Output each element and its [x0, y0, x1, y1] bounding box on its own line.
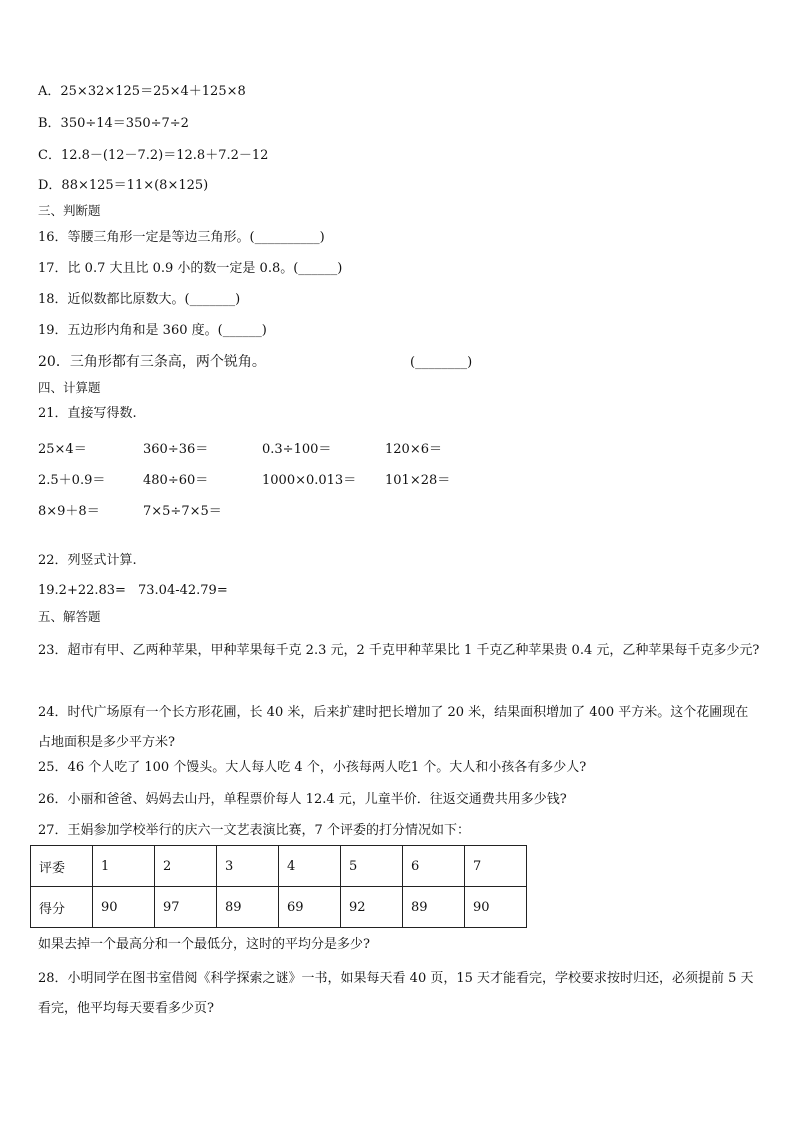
question-20: 20．三角形都有三条高，两个锐角。 — [38, 354, 266, 370]
question-19: 19．五边形内角和是 360 度。(______) — [38, 323, 267, 338]
calc-item: 0.3÷100＝ — [262, 442, 332, 457]
question-27: 27．王娟参加学校举行的庆六一文艺表演比赛，7 个评委的打分情况如下： — [38, 823, 470, 838]
question-26: 26．小丽和爸爸、妈妈去山丹，单程票价每人 12.4 元，儿童半价．往返交通费共用多少钱? — [38, 792, 567, 807]
question-16: 16．等腰三角形一定是等边三角形。(__________) — [38, 230, 325, 245]
question-17: 17．比 0.7 大且比 0.9 小的数一定是 0.8。(______) — [38, 261, 343, 276]
judge-cell: 7 — [465, 846, 527, 887]
section-5-heading: 五、解答题 — [38, 609, 101, 624]
question-28: 28．小明同学在图书室借阅《科学探索之谜》一书，如果每天看 40 页，15 天才能看完，学校要求按时归还，必须提前 5 天看完，他平均每天要看多少页? — [38, 971, 754, 1016]
score-cell: 69 — [279, 887, 341, 928]
score-cell: 89 — [403, 887, 465, 928]
question-24: 24．时代广场原有一个长方形花圃，长 40 米，后来扩建时把长增加了 20 米，结果面积增加了 400 平方米。这个花圃现在占地面积是多少平方米? — [38, 705, 749, 750]
score-cell: 92 — [341, 887, 403, 928]
question-25: 25．46 个人吃了 100 个馒头。大人每人吃 4 个，小孩每两人吃1 个。大人和小孩各有多少人? — [38, 760, 587, 775]
section-4-heading: 四、计算题 — [38, 380, 101, 395]
option-a: A．25×32×125＝25×4＋125×8 — [38, 84, 246, 99]
question-20-blank: (________) — [410, 355, 473, 370]
table-row — [31, 846, 527, 887]
section-3-heading: 三、判断题 — [38, 203, 101, 218]
calc-item: 7×5÷7×5＝ — [143, 504, 222, 519]
judge-cell: 2 — [155, 846, 217, 887]
question-18: 18．近似数都比原数大。(_______) — [38, 292, 241, 307]
calc-item: 101×28＝ — [385, 473, 451, 488]
calc-item: 360÷36＝ — [143, 442, 209, 457]
calc-item: 120×6＝ — [385, 442, 442, 457]
option-d: D．88×125＝11×(8×125) — [38, 178, 209, 193]
question-22: 22．列竖式计算. — [38, 553, 137, 568]
calc-item: 2.5＋0.9＝ — [38, 473, 106, 488]
option-c: C．12.8－(12－7.2)＝12.8＋7.2－12 — [38, 148, 269, 163]
score-cell: 90 — [93, 887, 155, 928]
judge-cell: 4 — [279, 846, 341, 887]
table-row-label: 得分 — [31, 887, 93, 928]
question-21: 21．直接写得数. — [38, 406, 137, 421]
calc-item: 25×4＝ — [38, 442, 87, 457]
calc-item: 8×9＋8＝ — [38, 504, 100, 519]
judge-cell: 5 — [341, 846, 403, 887]
judge-cell: 3 — [217, 846, 279, 887]
option-b: B．350÷14＝350÷7÷2 — [38, 116, 189, 131]
vertical-calc-item: 19.2+22.83= — [38, 583, 126, 598]
table-row-label: 评委 — [31, 846, 93, 887]
calc-item: 480÷60＝ — [143, 473, 209, 488]
score-cell: 89 — [217, 887, 279, 928]
vertical-calc-item: 73.04-42.79= — [138, 583, 228, 598]
judge-cell: 1 — [93, 846, 155, 887]
score-cell: 97 — [155, 887, 217, 928]
score-table — [30, 845, 527, 928]
question-23: 23．超市有甲、乙两种苹果，甲种苹果每千克 2.3 元，2 千克甲种苹果比 1 千克乙种苹果贵 0.4 元，乙种苹果每千克多少元? — [38, 643, 760, 658]
table-row — [31, 887, 527, 928]
calc-item: 1000×0.013＝ — [262, 473, 357, 488]
score-cell: 90 — [465, 887, 527, 928]
judge-cell: 6 — [403, 846, 465, 887]
question-27-prompt: 如果去掉一个最高分和一个最低分，这时的平均分是多少? — [38, 937, 370, 952]
